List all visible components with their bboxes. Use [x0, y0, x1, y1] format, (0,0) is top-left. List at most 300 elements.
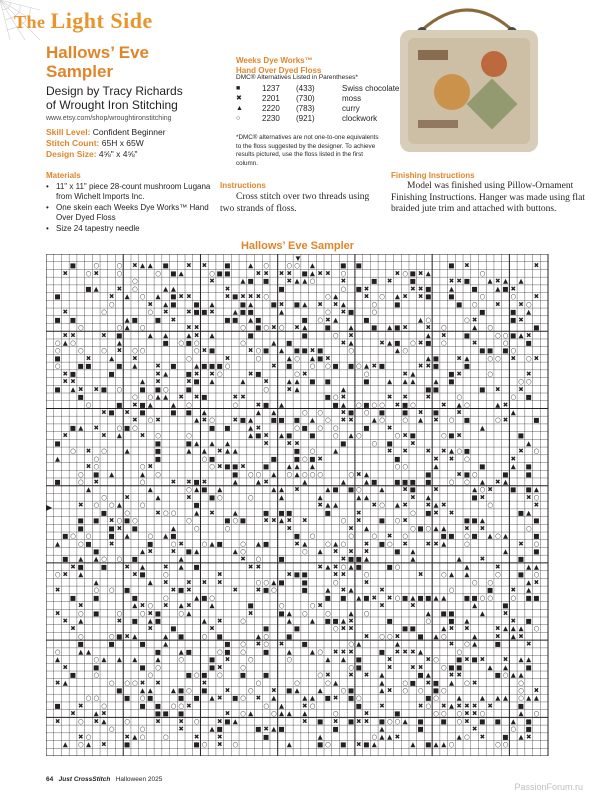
stitch-symbol: ✖: [410, 663, 416, 672]
stitch-symbol: ✖: [294, 539, 300, 548]
stitch-symbol: ○: [394, 593, 401, 602]
pattern-title-line2: Sampler: [46, 62, 114, 81]
stitch-symbol: ▲: [85, 740, 92, 749]
stitch-symbol: ■: [170, 408, 177, 417]
stitch-symbol: ✖: [356, 516, 362, 525]
stitch-symbol: ✖: [371, 501, 377, 510]
stitch-symbol: ✖: [332, 562, 339, 571]
stitch-symbol: ▲: [163, 284, 169, 293]
stitch-symbol: ○: [340, 284, 347, 293]
stitch-symbol: ▲: [93, 709, 99, 718]
stitch-symbol: ▲: [78, 647, 84, 656]
stitch-symbol: ✖: [363, 578, 370, 587]
stitch-symbol: ■: [154, 385, 162, 394]
stitch-symbol: ○: [332, 624, 339, 633]
designer-line2: of Wrought Iron Stitching: [46, 98, 178, 112]
stitch-symbol: ■: [93, 547, 100, 556]
stitch-symbol: ▲: [340, 300, 346, 309]
stitch-symbol: ○: [464, 539, 470, 548]
stitch-symbol: ■: [216, 632, 223, 641]
stitch-symbol: ○: [487, 501, 493, 510]
stitch-symbol: ▲: [410, 377, 416, 386]
stitch-symbol: ○: [93, 655, 100, 664]
stitch-symbol: ■: [432, 686, 440, 695]
stitch-symbol: ▲: [441, 624, 447, 633]
stitch-symbol: ○: [77, 477, 84, 486]
stitch-symbol: ○: [247, 655, 254, 664]
stitch-symbol: ✖: [209, 369, 215, 378]
stitch-symbol: ▲: [418, 647, 424, 656]
stitch-symbol: ○: [286, 470, 293, 479]
stitch-symbol: ■: [255, 369, 262, 378]
stitch-symbol: ○: [510, 292, 517, 301]
stitch-symbol: ✖: [456, 671, 462, 680]
stitch-symbol: ○: [77, 323, 84, 332]
stitch-symbol: ■: [247, 331, 254, 340]
stitch-symbol: ○: [263, 323, 269, 332]
stitch-symbol: ▲: [124, 447, 130, 456]
stitch-symbol: ■: [502, 346, 509, 355]
stitch-symbol: ✖: [170, 547, 177, 556]
stitch-symbol: ✖: [217, 694, 223, 703]
stitch-symbol: ▲: [209, 300, 215, 309]
stitch-symbol: ■: [363, 423, 370, 432]
stitch-symbol: ■: [93, 663, 100, 672]
stitch-symbol: ○: [371, 732, 378, 741]
stitch-symbol: ▲: [448, 701, 454, 710]
stitch-symbol: ▲: [309, 416, 315, 425]
stitch-symbol: ✖: [417, 362, 424, 371]
floss-note: *DMC® alternatives are not one-to-one equivalents to the floss suggested by the designer. To achieve results pictured, use the floss listed in the first column.: [236, 134, 379, 167]
stitch-symbol: ✖: [54, 586, 61, 595]
stitch-symbol: ○: [440, 663, 447, 672]
stitch-symbol: ✖: [394, 400, 401, 409]
stitch-symbol: ✖: [255, 640, 262, 649]
stitch-symbol: ○: [294, 354, 300, 363]
stitch-symbol: ■: [494, 717, 501, 726]
stitch-symbol: ■: [216, 269, 223, 278]
stitch-symbol: ▲: [425, 493, 431, 502]
stitch-symbol: ✖: [147, 624, 154, 633]
stitch-symbol: ▲: [294, 686, 300, 695]
stitch-symbol: ○: [325, 362, 331, 371]
stitch-symbol: ■: [525, 470, 532, 479]
stitch-symbol: ■: [193, 308, 200, 317]
stitch-symbol: ✖: [402, 323, 408, 332]
stitch-symbol: ▲: [302, 694, 308, 703]
stitch-symbol: ○: [510, 725, 517, 734]
stitch-symbol: ○: [93, 694, 100, 703]
stitch-symbol: ✖: [278, 640, 285, 649]
stitch-symbol: ○: [247, 470, 254, 479]
stitch-symbol: ▲: [464, 562, 470, 571]
stitch-symbol: ✖: [448, 454, 455, 463]
stitch-symbol: ✖: [209, 308, 215, 317]
stitch-symbol: ○: [77, 346, 84, 355]
stitch-symbol: ○: [494, 570, 501, 579]
stitch-symbol: ✖: [410, 439, 416, 448]
stitch-symbol: ■: [448, 532, 455, 541]
stitch-symbol: ✖: [325, 315, 331, 324]
stitch-symbol: ■: [193, 501, 200, 510]
stitch-symbol: ○: [402, 416, 408, 425]
stitch-symbol: ○: [394, 516, 401, 525]
center-marker-top: ▼: [294, 254, 302, 263]
stitch-symbol: ✖: [433, 485, 439, 494]
watermark: PassionForum.ru: [514, 782, 583, 792]
stitch-symbol: ▲: [526, 694, 532, 703]
stitch-symbol: ■: [402, 593, 409, 602]
stitch-symbol: ✖: [70, 377, 76, 386]
stitch-symbol: ▲: [279, 400, 285, 409]
stitch-symbol: ▲: [433, 524, 439, 533]
stitch-symbol: ▲: [186, 447, 192, 456]
stitch-symbol: ■: [432, 362, 440, 371]
floss-number: 2230: [262, 113, 280, 123]
stitch-symbol: ■: [417, 524, 424, 533]
stitch-symbol: ○: [240, 617, 246, 626]
stitch-symbol: ■: [432, 385, 440, 394]
stitch-symbol: ✖: [147, 300, 154, 309]
stitch-symbol: ■: [347, 717, 355, 726]
stitch-symbol: ○: [54, 570, 61, 579]
stitch-symbol: ■: [309, 454, 316, 463]
stitch-symbol: ■: [448, 663, 455, 672]
stitch-symbol: ✖: [147, 609, 154, 618]
stitch-symbol: ✖: [510, 586, 516, 595]
stitch-symbol: ✖: [425, 447, 432, 456]
skill-label: Skill Level:: [46, 127, 91, 137]
stitch-symbol: ✖: [186, 601, 192, 610]
stitch-symbol: ✖: [124, 732, 130, 741]
stitch-symbol: ✖: [186, 477, 192, 486]
stitch-symbol: ○: [533, 570, 540, 579]
stitch-symbol: ■: [332, 400, 339, 409]
stitch-symbol: ○: [340, 269, 347, 278]
stitch-symbol: ✖: [348, 416, 354, 425]
stitch-symbol: ▲: [124, 323, 130, 332]
stitch-symbol: ✖: [217, 663, 223, 672]
floss-row: [236, 103, 403, 113]
stitch-symbol: ▲: [232, 717, 238, 726]
stitch-symbol: ▲: [348, 338, 354, 347]
stitch-symbol: ■: [448, 617, 455, 626]
stitch-symbol: ■: [440, 609, 447, 618]
stitch-symbol: ○: [464, 640, 470, 649]
stitch-symbol: ○: [379, 501, 385, 510]
stitch-symbol: ✖: [448, 624, 455, 633]
stitch-symbol: ■: [255, 315, 262, 324]
stitch-symbol: ✖: [340, 647, 347, 656]
stitch-symbol: ▲: [325, 501, 331, 510]
stitch-symbol: ✖: [286, 385, 293, 394]
page-number: 64: [46, 776, 54, 783]
stitch-symbol: ■: [355, 562, 362, 571]
stitch-symbol: ✖: [78, 732, 84, 741]
stitch-symbol: ■: [286, 686, 293, 695]
stitch-symbol: ✖: [456, 701, 462, 710]
stitch-symbol: ✖: [348, 331, 354, 340]
stitch-symbol: ○: [510, 346, 517, 355]
stitch-symbol: ○: [240, 709, 246, 718]
stitch-symbol: ○: [494, 331, 501, 340]
stitch-symbol: ○: [116, 423, 123, 432]
stitch-symbol: ▲: [163, 640, 169, 649]
stitch-symbol: ▲: [93, 284, 99, 293]
stitch-symbol: ▲: [132, 632, 138, 641]
stitch-symbol: ✖: [402, 431, 408, 440]
stitch-symbol: ▲: [502, 694, 509, 703]
stitch-symbol: ▲: [379, 732, 385, 741]
stitch-symbol: ■: [340, 261, 347, 270]
stitch-symbol: ✖: [363, 717, 370, 726]
stitch-symbol: ▲: [140, 547, 146, 556]
stitch-symbol: ■: [386, 562, 393, 571]
stitch-symbol: ▲: [410, 740, 416, 749]
stitch-symbol: ✖: [363, 671, 370, 680]
stitch-symbol: ✖: [240, 393, 246, 402]
stitch-symbol: ○: [471, 300, 478, 309]
ornament-photo: [382, 0, 552, 166]
stitch-symbol: ○: [533, 624, 540, 633]
stitch-symbol: ✖: [54, 717, 61, 726]
materials-item: • One skein each Weeks Dye Works™ Hand Over Dyed Floss: [46, 203, 216, 223]
stitch-symbol: ✖: [155, 369, 161, 378]
stitch-symbol: ■: [355, 701, 362, 710]
stitch-symbol: ✖: [425, 501, 432, 510]
stitch-symbol: ■: [123, 516, 131, 525]
stitch-symbol: ○: [240, 663, 246, 672]
stitch-symbol: ✖: [62, 331, 69, 340]
stitch-symbol: ■: [293, 570, 301, 579]
stitch-symbol: ○: [409, 400, 416, 409]
stitch-symbol: ○: [240, 640, 246, 649]
stitch-symbol: ○: [448, 586, 455, 595]
stitch-symbol: ○: [386, 717, 393, 726]
stitch-symbol: ○: [494, 354, 501, 363]
instructions-text: Cross stitch over two threads using two strands of floss.: [220, 192, 370, 214]
stitch-symbol: ▲: [363, 477, 370, 486]
stitch-symbol: ■: [394, 338, 401, 347]
stitch-symbol: ■: [185, 385, 192, 394]
stitch-symbol: ■: [286, 508, 293, 517]
stitch-symbol: ○: [371, 400, 378, 409]
pattern-title: [46, 43, 216, 81]
stitch-symbol: ✖: [178, 292, 184, 301]
stitch-symbol: ▲: [178, 562, 184, 571]
design-size-label: Design Size:: [46, 149, 97, 159]
stitch-symbol: ■: [309, 377, 316, 386]
stitch-symbol: ✖: [471, 315, 478, 324]
stitch-symbol: ○: [301, 454, 308, 463]
stitch-symbol: ▲: [163, 300, 169, 309]
stitch-symbol: ▲: [271, 408, 277, 417]
stitch-symbol: ▲: [109, 354, 115, 363]
stitch-symbol: ▲: [441, 539, 447, 548]
stitch-symbol: ✖: [332, 547, 339, 556]
stitch-symbol: ▲: [526, 562, 532, 571]
stitch-symbol: ■: [378, 408, 386, 417]
stitch-symbol: ○: [131, 516, 138, 525]
stitch-symbol: ○: [263, 701, 269, 710]
stitch-symbol: ✖: [186, 578, 192, 587]
stitch-symbol: ○: [502, 740, 509, 749]
stitch-symbol: ✖: [348, 647, 354, 656]
stitch-symbol: ✖: [340, 338, 347, 347]
finishing-heading: Finishing Instructions: [391, 171, 475, 180]
stitch-symbol: ■: [77, 640, 84, 649]
stitch-symbol: ■: [185, 647, 192, 656]
stitch-symbol: ○: [255, 470, 262, 479]
stitch-symbol: ✖: [201, 477, 208, 486]
stitch-symbol: ○: [162, 570, 169, 579]
stitch-symbol: ○: [170, 539, 177, 548]
stitch-symbol: ▲: [526, 655, 532, 664]
stitch-symbol: ○: [162, 732, 169, 741]
stitch-symbol: ✖: [62, 369, 69, 378]
stitch-symbol: ○: [525, 354, 532, 363]
stitch-symbol: ■: [324, 694, 331, 703]
stitch-symbol: ○: [155, 663, 161, 672]
stitch-symbol: ○: [440, 709, 447, 718]
issue-name: Halloween 2025: [115, 776, 163, 783]
stitch-symbol: ✖: [62, 377, 69, 386]
stitch-symbol: ○: [402, 269, 408, 278]
stitch-symbol: ▲: [448, 284, 454, 293]
stitch-symbol: ○: [209, 269, 215, 278]
stitch-symbol: ○: [147, 393, 154, 402]
stitch-symbol: ✖: [402, 516, 408, 525]
stitch-symbol: ▲: [526, 508, 532, 517]
floss-heading: [236, 56, 321, 76]
stitch-symbol: ○: [70, 532, 76, 541]
stitch-symbol: ○: [394, 431, 401, 440]
stitch-symbol: ■: [147, 539, 154, 548]
stitch-symbol: ■: [77, 393, 84, 402]
stitch-symbol: ■: [247, 277, 254, 286]
stitch-symbol: ■: [301, 578, 308, 587]
stitch-symbol: ▲: [333, 292, 339, 301]
stitch-symbol: ■: [371, 477, 378, 486]
stitch-symbol: ▲: [348, 431, 354, 440]
stitch-symbol: ○: [325, 308, 331, 317]
stitch-symbol: ▲: [487, 532, 493, 541]
stitch-symbol: ✖: [240, 292, 246, 301]
stitch-symbol: ■: [232, 470, 239, 479]
stitch-symbol: ✖: [162, 578, 169, 587]
stitch-symbol: ■: [116, 362, 123, 371]
stitch-symbol: ✖: [464, 261, 470, 270]
stitch-symbol: ▲: [479, 694, 485, 703]
stitch-symbol: ○: [209, 593, 215, 602]
stitch-symbol: ▲: [85, 647, 92, 656]
stitch-symbol: ▲: [186, 331, 192, 340]
stitch-symbol: ■: [131, 593, 138, 602]
stitch-symbol: ○: [124, 508, 130, 517]
stitch-symbol: ○: [518, 377, 524, 386]
stitch-symbol: ○: [332, 709, 339, 718]
finishing-text: Model was finished using Pillow-Ornament Finishing Instructions. Hanger was made using flat braided jute trim and attached with buttons.: [391, 181, 585, 214]
stitch-symbol: ○: [448, 477, 455, 486]
section-prefix: The: [14, 12, 46, 32]
stitch-symbol: ▲: [441, 524, 447, 533]
stitch-symbol: ▲: [194, 362, 200, 371]
stitch-symbol: ■: [278, 555, 285, 564]
stitch-symbol: ■: [517, 555, 525, 564]
stitch-symbol: ○: [170, 701, 177, 710]
stitch-symbol: ■: [239, 308, 247, 317]
stitch-symbol: ○: [479, 485, 486, 494]
stitch-symbol: ▲: [325, 562, 331, 571]
stitch-symbol: ■: [100, 562, 108, 571]
floss-number: 1237: [262, 83, 280, 93]
stitch-symbol: ✖: [340, 277, 347, 286]
stitch-symbol: ✖: [193, 732, 200, 741]
stitch-symbol: ✖: [301, 717, 308, 726]
stitch-symbol: ○: [263, 385, 269, 394]
stitch-symbol: ✖: [255, 586, 262, 595]
stitch-symbol: ○: [525, 300, 532, 309]
stitch-symbol: ✖: [464, 717, 470, 726]
stitch-symbol: ▲: [410, 547, 416, 556]
stitch-symbol: ■: [471, 284, 478, 293]
stitch-symbol: ■: [378, 647, 386, 656]
stitch-symbol: ■: [386, 617, 393, 626]
stitch-symbol: ✖: [132, 261, 138, 270]
stitch-symbol: ■: [425, 284, 432, 293]
stitch-symbol: ○: [147, 601, 154, 610]
stitch-symbol: ○: [471, 470, 478, 479]
stitch-symbol: ▲: [425, 331, 431, 340]
stitch-symbol: ○: [139, 346, 146, 355]
stitch-symbol: ■: [123, 423, 131, 432]
stitch-symbol: ○: [294, 423, 300, 432]
stitch-symbol: ○: [502, 338, 509, 347]
stitch-symbol: ■: [278, 609, 285, 618]
stitch-symbol: ✖: [70, 624, 76, 633]
stitch-symbol: ■: [355, 284, 362, 293]
stitch-symbol: ■: [208, 346, 216, 355]
designer-url[interactable]: www.etsy.com/shop/wroughtironstitching: [46, 115, 172, 122]
stitch-symbol: ▲: [201, 408, 207, 417]
floss-dmc: (921): [296, 113, 315, 123]
stitch-symbol: ✖: [363, 284, 370, 293]
stitch-symbol: ■: [178, 586, 185, 595]
stitch-symbol: ○: [525, 377, 532, 386]
stitch-symbol: ▲: [147, 686, 153, 695]
stitch-symbol: ■: [533, 323, 540, 332]
stitch-symbol: ○: [464, 454, 470, 463]
stitch-symbol: ■: [347, 485, 355, 494]
stitch-symbol: ✖: [255, 400, 262, 409]
stitch-symbol: ✖: [255, 269, 262, 278]
stitch-symbol: ▲: [163, 393, 169, 402]
floss-key-table: [236, 83, 403, 123]
stitch-symbol: ▲: [209, 539, 215, 548]
stitch-symbol: ▲: [333, 501, 339, 510]
stitch-symbol: ○: [131, 284, 138, 293]
stitch-symbol: ○: [317, 647, 324, 656]
stitch-symbol: ▲: [178, 647, 184, 656]
stitch-symbol: ▲: [418, 416, 424, 425]
stitch-symbol: ○: [147, 671, 154, 680]
stitch-symbol: ✖: [170, 586, 177, 595]
stitch-symbol: ■: [77, 516, 84, 525]
stitch-symbol: ✖: [186, 493, 192, 502]
stitch-symbol: ■: [263, 539, 270, 548]
stitch-symbol: ■: [425, 740, 432, 749]
stitch-symbol: ▲: [194, 439, 200, 448]
